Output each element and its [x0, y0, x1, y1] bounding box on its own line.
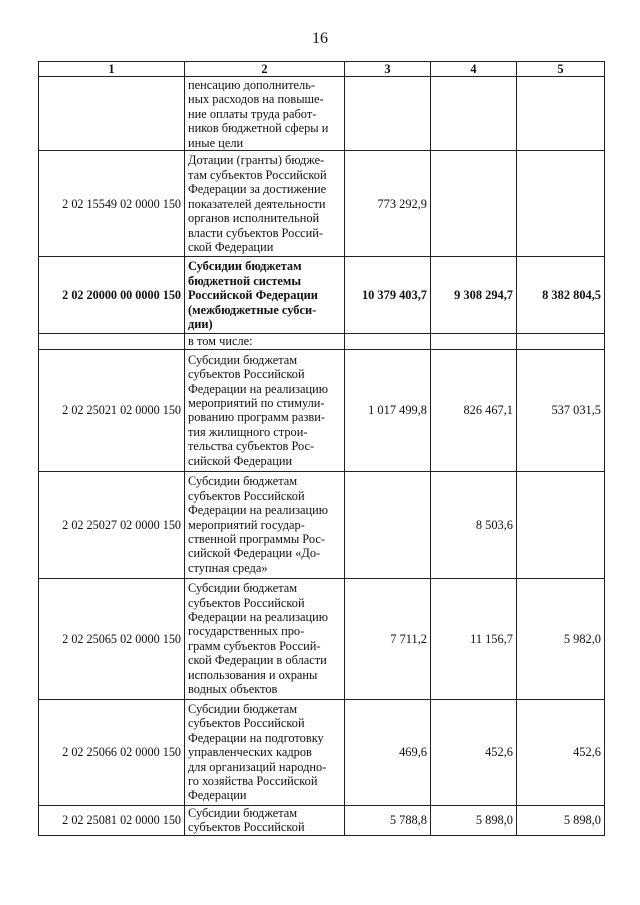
row-code: 2 02 25066 02 0000 150 — [39, 699, 185, 805]
table-row — [39, 699, 605, 805]
column-header-5: 5 — [517, 62, 605, 77]
row-name: Субсидии бюджетам бюджетной системы Российской Федерации (межбюджетные субси- дии) — [185, 257, 345, 334]
row-value-4: 11 156,7 — [431, 578, 517, 699]
row-value-4: 452,6 — [431, 699, 517, 805]
row-code — [39, 77, 185, 151]
row-code: 2 02 25021 02 0000 150 — [39, 349, 185, 471]
row-value-3: 1 017 499,8 — [345, 349, 431, 471]
table-row — [39, 805, 605, 835]
row-value-4: 5 898,0 — [431, 805, 517, 835]
row-value-5 — [517, 77, 605, 151]
row-code: 2 02 20000 00 0000 150 — [39, 257, 185, 334]
row-value-3 — [345, 471, 431, 578]
row-name: Дотации (гранты) бюдже- там субъектов Российской Федерации за достижение показателей деятельности органов исполнительной власти субъектов Россий- ской Федерации — [185, 151, 345, 257]
row-name: Субсидии бюджетам субъектов Российской Федерации на реализацию мероприятий государ- ственной программы Рос- сийской Федерации «До- ступная среда» — [185, 471, 345, 578]
row-code: 2 02 25027 02 0000 150 — [39, 471, 185, 578]
column-header-3: 3 — [345, 62, 431, 77]
column-header-4: 4 — [431, 62, 517, 77]
table-row — [39, 77, 605, 151]
row-value-4 — [431, 151, 517, 257]
page-number: 16 — [312, 30, 328, 47]
table-row — [39, 578, 605, 699]
table-row — [39, 257, 605, 334]
table-header-row — [39, 62, 605, 77]
row-value-4 — [431, 334, 517, 349]
row-code: 2 02 15549 02 0000 150 — [39, 151, 185, 257]
row-name: Субсидии бюджетам субъектов Российской Федерации на реализацию мероприятий по стимули- рованию программ разви- тия жилищного строи- тельства субъектов Рос- сийской Федерации — [185, 349, 345, 471]
table-row — [39, 471, 605, 578]
table-row — [39, 334, 605, 349]
row-value-5 — [517, 471, 605, 578]
row-code: 2 02 25065 02 0000 150 — [39, 578, 185, 699]
row-value-3: 7 711,2 — [345, 578, 431, 699]
row-value-3: 469,6 — [345, 699, 431, 805]
row-code: 2 02 25081 02 0000 150 — [39, 805, 185, 835]
row-value-4: 8 503,6 — [431, 471, 517, 578]
table-row — [39, 151, 605, 257]
row-value-3: 10 379 403,7 — [345, 257, 431, 334]
row-value-5 — [517, 151, 605, 257]
column-header-2: 2 — [185, 62, 345, 77]
row-name: Субсидии бюджетам субъектов Российской Федерации на реализацию государственных про- грамм субъектов Россий- ской Федерации в области использования и охраны водных объектов — [185, 578, 345, 699]
row-value-3 — [345, 77, 431, 151]
row-value-5: 8 382 804,5 — [517, 257, 605, 334]
row-value-5: 452,6 — [517, 699, 605, 805]
row-value-5: 5 982,0 — [517, 578, 605, 699]
table-row — [39, 349, 605, 471]
row-name: Субсидии бюджетам субъектов Российской — [185, 805, 345, 835]
row-value-4: 826 467,1 — [431, 349, 517, 471]
row-value-3: 5 788,8 — [345, 805, 431, 835]
row-value-4: 9 308 294,7 — [431, 257, 517, 334]
row-value-5 — [517, 334, 605, 349]
row-value-3: 773 292,9 — [345, 151, 431, 257]
row-name: пенсацию дополнитель- ных расходов на повыше- ние оплаты труда работ- ников бюджетной сферы и иные цели — [185, 77, 345, 151]
budget-table — [38, 61, 605, 836]
row-name: в том числе: — [185, 334, 345, 349]
row-name: Субсидии бюджетам субъектов Российской Федерации на подготовку управленческих кадров для организаций народно- го хозяйства Российской Федерации — [185, 699, 345, 805]
row-value-5: 5 898,0 — [517, 805, 605, 835]
row-value-5: 537 031,5 — [517, 349, 605, 471]
row-value-4 — [431, 77, 517, 151]
row-value-3 — [345, 334, 431, 349]
row-code — [39, 334, 185, 349]
column-header-1: 1 — [39, 62, 185, 77]
